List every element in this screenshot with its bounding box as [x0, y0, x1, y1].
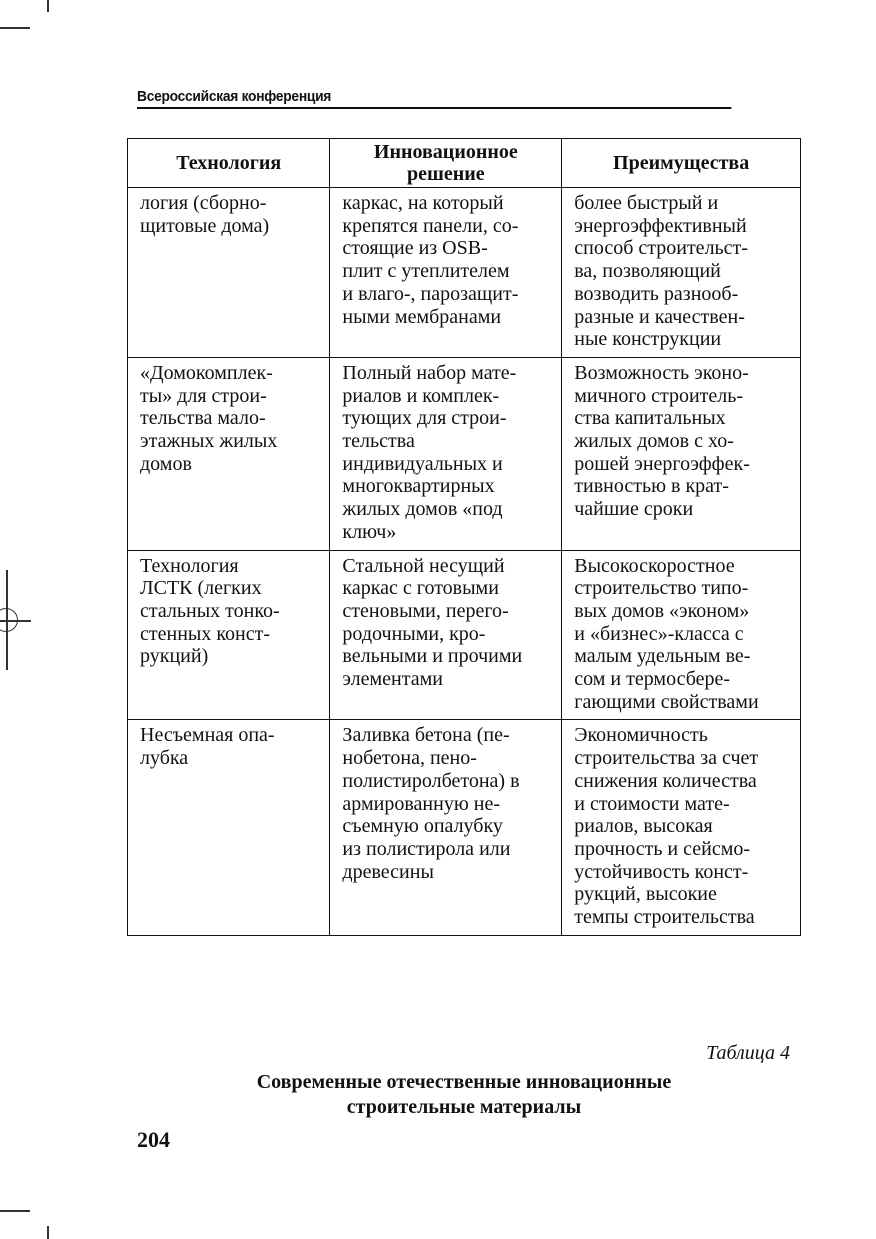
cell-line: плит с утеплителем: [342, 260, 510, 283]
table-row: [128, 550, 801, 720]
cell-line: домов: [140, 452, 192, 475]
cell-line: ными мембранами: [342, 305, 502, 328]
table-cell: [330, 357, 562, 550]
table-title: [127, 1070, 801, 1120]
cell-line: лубка: [140, 747, 189, 770]
column-header: [562, 139, 801, 188]
cell-line: строительства за счет: [574, 747, 759, 770]
cell-line: армированную не-: [342, 792, 500, 815]
cell-line: щитовые дома): [140, 214, 270, 237]
cell-line: крепятся панели, со-: [342, 214, 519, 237]
cell-line: стальных тонко-: [140, 599, 280, 622]
cell-line: съемную опалубку: [342, 815, 503, 838]
table-cell: [128, 357, 330, 550]
cell-line: тивностью в крат-: [574, 475, 729, 498]
cell-line: и «бизнес»-класса с: [574, 622, 744, 645]
technology-table: [127, 138, 801, 936]
cell-line: многоквартирных: [342, 475, 495, 498]
column-header: [128, 139, 330, 188]
cell-line: каркас, на который: [342, 192, 504, 214]
cell-line: стенных конст-: [140, 622, 271, 645]
header-row: [128, 139, 801, 188]
cell-line: более быстрый и: [574, 192, 719, 214]
cell-line: элементами: [342, 668, 443, 691]
cell-line: способ строительст-: [574, 237, 748, 260]
cell-line: устойчивость конст-: [574, 860, 749, 883]
crop-mark: [0, 27, 30, 29]
cell-line: древесины: [342, 860, 434, 883]
cell-line: Технология: [176, 152, 282, 174]
cell-line: родочными, кро-: [342, 622, 486, 645]
table-row: [128, 720, 801, 935]
cell-line: ные конструкции: [574, 328, 722, 351]
cell-line: гающими свойствами: [574, 690, 759, 713]
cell-line: чайшие сроки: [574, 498, 694, 521]
cell-line: жилых домов «под: [342, 498, 503, 521]
cell-line: Инновационное: [373, 141, 518, 163]
crop-mark: [0, 1210, 30, 1212]
cell-line: ства капитальных: [574, 407, 726, 430]
table-cell: [128, 550, 330, 720]
cell-line: разные и качествен-: [574, 305, 745, 328]
table-cell: [330, 550, 562, 720]
cell-line: энергоэффективный: [574, 214, 747, 237]
cell-line: ты» для строи-: [140, 384, 267, 407]
cell-line: сом и термосбере-: [574, 668, 731, 691]
cell-line: и влаго-, парозащит-: [342, 282, 519, 305]
table-cell: [562, 357, 801, 550]
cell-line: рошей энергоэффек-: [574, 452, 750, 475]
cell-line: нобетона, пено-: [342, 747, 477, 770]
cell-line: Высокоскоростное: [574, 554, 735, 577]
column-header: [330, 139, 562, 188]
cell-line: каркас с готовыми: [342, 577, 499, 600]
cell-line: «Домокомплек-: [140, 361, 273, 384]
cell-line: этажных жилых: [140, 430, 278, 453]
crop-mark: [47, 0, 49, 12]
table-cell: [330, 720, 562, 935]
cell-line: строительство типо-: [574, 577, 749, 600]
cell-line: риалов, высокая: [574, 815, 713, 838]
table-row: [128, 188, 801, 358]
cell-line: рукций, высокие: [574, 883, 717, 906]
cell-line: снижения количества: [574, 769, 757, 792]
title-line: Современные отечественные инновационные: [256, 1071, 672, 1093]
cell-line: темпы строительства: [574, 906, 755, 929]
cell-line: вых домов «эконом»: [574, 599, 750, 622]
crop-mark: [47, 1226, 49, 1239]
cell-line: Технология: [140, 554, 239, 577]
cell-line: Преимущества: [613, 152, 750, 174]
title-line: строительные материалы: [346, 1096, 582, 1118]
cell-line: мичного строитель-: [574, 384, 744, 407]
cell-line: жилых домов с хо-: [574, 430, 734, 453]
cell-line: риалов и комплек-: [342, 384, 500, 407]
cell-line: тующих для строи-: [342, 407, 507, 430]
cell-line: возводить разнооб-: [574, 282, 739, 305]
cell-line: Полный набор мате-: [342, 361, 517, 384]
running-header: Всероссийская конференция: [137, 88, 731, 109]
cell-line: рукций): [140, 645, 209, 668]
cell-line: Несъемная опа-: [140, 724, 275, 747]
cell-line: прочность и сейсмо-: [574, 837, 751, 860]
cell-line: из полистирола или: [342, 837, 511, 860]
cell-line: Заливка бетона (пе-: [342, 724, 510, 747]
cell-line: решение: [406, 163, 485, 185]
page-number: 204: [137, 1127, 170, 1152]
registration-circle: [0, 608, 18, 632]
cell-line: логия (сборно-: [140, 192, 267, 214]
cell-line: ва, позволяющий: [574, 260, 721, 283]
table-cell: [562, 720, 801, 935]
cell-line: малым удельным ве-: [574, 645, 751, 668]
cell-line: тельства: [342, 430, 415, 453]
table-cell: [128, 720, 330, 935]
cell-line: вельными и прочими: [342, 645, 523, 668]
cell-line: Экономичность: [574, 724, 708, 747]
table-row: [128, 357, 801, 550]
cell-line: и стоимости мате-: [574, 792, 730, 815]
cell-line: индивидуальных и: [342, 452, 503, 475]
cell-line: ключ»: [342, 520, 397, 543]
cell-line: Стальной несущий: [342, 554, 505, 577]
cell-line: стоящие из OSB-: [342, 237, 488, 260]
cell-line: Возможность эконо-: [574, 361, 749, 384]
table-caption: Таблица 4: [706, 1042, 790, 1064]
table-cell: [330, 188, 562, 358]
cell-line: стеновыми, перего-: [342, 599, 509, 622]
cell-line: полистиролбетона) в: [342, 769, 520, 792]
table-cell: [562, 188, 801, 358]
cell-line: ЛСТК (легких: [140, 577, 262, 600]
table-cell: [128, 188, 330, 358]
table-cell: [562, 550, 801, 720]
cell-line: тельства мало-: [140, 407, 266, 430]
